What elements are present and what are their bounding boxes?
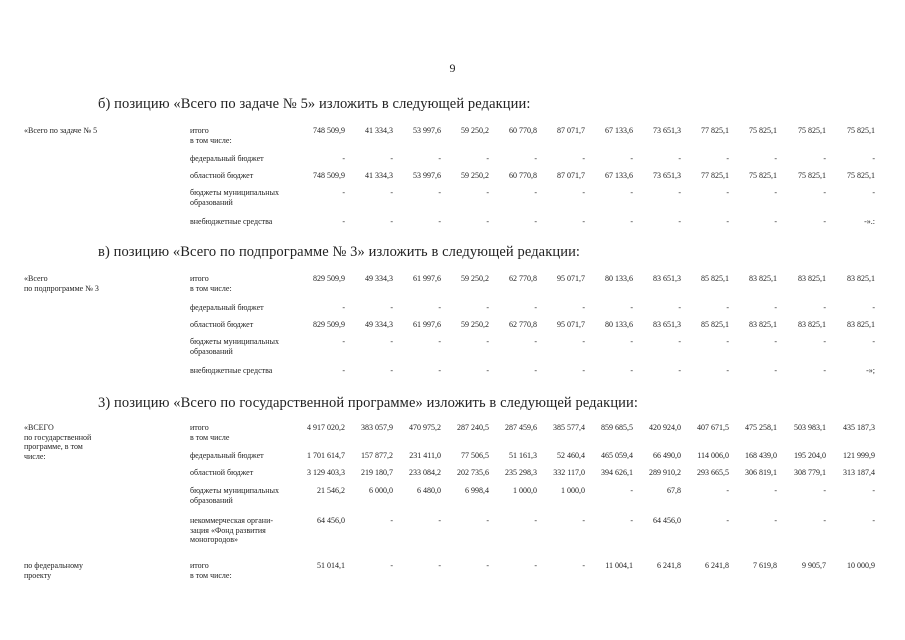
value-cell: -: [726, 486, 729, 495]
value-cell: 51 014,1: [317, 561, 345, 570]
value-cell: -: [774, 303, 777, 312]
section-c-heading: в) позицию «Всего по подпрограмме № 3» изложить в следующей редакции:: [98, 244, 581, 260]
value-cell: -: [342, 337, 345, 346]
table-row: [0, 188, 905, 207]
value-cell: -: [582, 561, 585, 570]
page-number: 9: [449, 61, 456, 75]
table-row: [0, 274, 905, 293]
value-cell: 6 480,0: [417, 486, 441, 495]
table-row: [0, 126, 905, 145]
value-cell: -: [872, 516, 875, 525]
value-cell: -: [774, 154, 777, 163]
value-cell: -: [342, 366, 345, 375]
value-cell: -: [823, 303, 826, 312]
value-cell: 219 180,7: [361, 468, 393, 477]
value-cell: -: [726, 516, 729, 525]
value-cell: 83 825,1: [798, 274, 826, 283]
value-cell: 289 910,2: [649, 468, 681, 477]
value-cell: 7 619,8: [753, 561, 777, 570]
value-cell: -: [438, 303, 441, 312]
value-cell: 4 917 020,2: [307, 423, 345, 432]
value-cell: -: [823, 337, 826, 346]
value-cell: -: [726, 217, 729, 226]
value-cell: 41 334,3: [365, 126, 393, 135]
value-cell: -: [823, 154, 826, 163]
row-category: федеральный бюджет: [190, 303, 264, 312]
value-cell: 859 685,5: [601, 423, 633, 432]
value-cell: 64 456,0: [653, 516, 681, 525]
value-cell: 41 334,3: [365, 171, 393, 180]
value-cell: -: [438, 561, 441, 570]
value-cell: 52 460,4: [557, 451, 585, 460]
value-cell: -: [390, 154, 393, 163]
value-cell: -: [726, 337, 729, 346]
value-cell: 64 456,0: [317, 516, 345, 525]
row-category: итого в том числе: [190, 423, 230, 442]
value-cell: 168 439,0: [745, 451, 777, 460]
value-cell: 80 133,6: [605, 274, 633, 283]
value-cell: 60 770,8: [509, 126, 537, 135]
value-cell: -: [390, 188, 393, 197]
value-cell: 332 117,0: [553, 468, 585, 477]
table-row: [0, 154, 905, 166]
value-cell: -: [823, 188, 826, 197]
row-category: внебюджетные средства: [190, 217, 273, 226]
value-cell: 6 241,8: [657, 561, 681, 570]
value-cell: -: [438, 154, 441, 163]
value-cell: -: [438, 337, 441, 346]
section-label: «Всего по подпрограмме № 3: [24, 274, 99, 293]
value-cell: 748 509,9: [313, 126, 345, 135]
value-cell: 394 626,1: [601, 468, 633, 477]
value-cell: -: [486, 303, 489, 312]
value-cell: -: [872, 188, 875, 197]
table-row: [0, 516, 905, 544]
value-cell: 51 161,3: [509, 451, 537, 460]
row-category: областной бюджет: [190, 320, 254, 329]
row-category: итого в том числе:: [190, 561, 232, 580]
value-cell: 87 071,7: [557, 126, 585, 135]
value-cell: -: [486, 217, 489, 226]
value-cell: 83 651,3: [653, 320, 681, 329]
value-cell: -: [534, 154, 537, 163]
value-cell: 73 651,3: [653, 171, 681, 180]
value-cell: 77 506,5: [461, 451, 489, 460]
table-row: [0, 337, 905, 356]
value-cell: 73 651,3: [653, 126, 681, 135]
row-category: федеральный бюджет: [190, 451, 264, 460]
value-cell: -: [486, 188, 489, 197]
value-cell: 202 735,6: [457, 468, 489, 477]
value-cell: 3 129 403,3: [307, 468, 345, 477]
value-cell: 435 187,3: [843, 423, 875, 432]
value-cell: -: [630, 366, 633, 375]
value-cell: -: [582, 188, 585, 197]
value-cell: 75 825,1: [847, 126, 875, 135]
value-cell: -: [582, 516, 585, 525]
value-cell: -: [823, 366, 826, 375]
value-cell: -: [872, 486, 875, 495]
value-cell: 85 825,1: [701, 274, 729, 283]
value-cell: 114 006,0: [697, 451, 729, 460]
value-cell: -: [678, 303, 681, 312]
value-cell: -: [534, 561, 537, 570]
value-cell: 59 250,2: [461, 274, 489, 283]
value-cell: 6 241,8: [705, 561, 729, 570]
value-cell: -».:: [864, 217, 875, 226]
table-row: [0, 486, 905, 505]
value-cell: 83 825,1: [798, 320, 826, 329]
value-cell: 83 825,1: [749, 320, 777, 329]
value-cell: 231 411,0: [409, 451, 441, 460]
value-cell: 83 825,1: [847, 274, 875, 283]
section-3-heading: 3) позицию «Всего по государственной программе» изложить в следующей редакции:: [98, 395, 639, 411]
section-b-heading: б) позицию «Всего по задаче № 5» изложить в следующей редакции:: [98, 96, 531, 112]
value-cell: 1 000,0: [561, 486, 585, 495]
row-category: бюджеты муниципальных образований: [190, 337, 279, 356]
value-cell: -: [872, 337, 875, 346]
value-cell: -: [630, 337, 633, 346]
value-cell: 83 651,3: [653, 274, 681, 283]
value-cell: -: [630, 217, 633, 226]
row-category: итого в том числе:: [190, 126, 232, 145]
value-cell: -: [534, 217, 537, 226]
value-cell: 157 877,2: [361, 451, 393, 460]
value-cell: -: [678, 217, 681, 226]
value-cell: -: [342, 217, 345, 226]
value-cell: -: [438, 366, 441, 375]
value-cell: 75 825,1: [847, 171, 875, 180]
value-cell: 10 000,9: [847, 561, 875, 570]
value-cell: -: [872, 154, 875, 163]
value-cell: -: [534, 516, 537, 525]
value-cell: 62 770,8: [509, 320, 537, 329]
value-cell: 85 825,1: [701, 320, 729, 329]
value-cell: 75 825,1: [749, 171, 777, 180]
value-cell: -: [390, 337, 393, 346]
value-cell: -: [534, 366, 537, 375]
value-cell: 313 187,4: [843, 468, 875, 477]
value-cell: 87 071,7: [557, 171, 585, 180]
value-cell: 61 997,6: [413, 274, 441, 283]
value-cell: -: [582, 337, 585, 346]
section-label: «ВСЕГО по государственной программе, в том числе:: [24, 423, 92, 461]
value-cell: -: [823, 516, 826, 525]
value-cell: 233 084,2: [409, 468, 441, 477]
value-cell: -: [630, 154, 633, 163]
value-cell: -: [438, 516, 441, 525]
value-cell: -: [678, 337, 681, 346]
row-category: бюджеты муниципальных образований: [190, 188, 279, 207]
value-cell: -: [774, 217, 777, 226]
value-cell: -: [390, 217, 393, 226]
value-cell: -: [630, 303, 633, 312]
value-cell: -: [823, 486, 826, 495]
value-cell: -: [726, 154, 729, 163]
value-cell: 21 546,2: [317, 486, 345, 495]
value-cell: 383 057,9: [361, 423, 393, 432]
value-cell: 95 071,7: [557, 320, 585, 329]
value-cell: 195 204,0: [794, 451, 826, 460]
value-cell: -: [582, 154, 585, 163]
value-cell: 465 059,4: [601, 451, 633, 460]
row-category: бюджеты муниципальных образований: [190, 486, 279, 505]
table-row: [0, 217, 905, 229]
value-cell: -: [678, 188, 681, 197]
value-cell: 67,8: [667, 486, 681, 495]
value-cell: 80 133,6: [605, 320, 633, 329]
section-label: «Всего по задаче № 5: [24, 126, 98, 135]
value-cell: 1 000,0: [513, 486, 537, 495]
value-cell: -: [678, 366, 681, 375]
value-cell: -: [726, 366, 729, 375]
table-row: [0, 561, 905, 580]
value-cell: 6 998,4: [465, 486, 489, 495]
value-cell: -: [582, 217, 585, 226]
value-cell: 49 334,3: [365, 274, 393, 283]
value-cell: -: [774, 486, 777, 495]
table-row: [0, 366, 905, 378]
value-cell: 287 459,6: [505, 423, 537, 432]
value-cell: -: [726, 188, 729, 197]
value-cell: 829 509,9: [313, 320, 345, 329]
value-cell: 287 240,5: [457, 423, 489, 432]
value-cell: -: [774, 188, 777, 197]
table-row: [0, 171, 905, 183]
value-cell: -: [390, 561, 393, 570]
value-cell: -: [342, 154, 345, 163]
value-cell: 503 983,1: [794, 423, 826, 432]
value-cell: 67 133,6: [605, 126, 633, 135]
row-category: некоммерческая органи- зация «Фонд развития моногородов»: [190, 516, 274, 544]
row-category: областной бюджет: [190, 468, 254, 477]
value-cell: 59 250,2: [461, 320, 489, 329]
value-cell: 748 509,9: [313, 171, 345, 180]
value-cell: -: [534, 303, 537, 312]
value-cell: -: [534, 188, 537, 197]
row-category: федеральный бюджет: [190, 154, 264, 163]
value-cell: -: [774, 516, 777, 525]
value-cell: -: [534, 337, 537, 346]
value-cell: -: [390, 516, 393, 525]
value-cell: -»;: [866, 366, 875, 375]
value-cell: 308 779,1: [794, 468, 826, 477]
table-row: [0, 451, 905, 463]
value-cell: 75 825,1: [798, 171, 826, 180]
value-cell: -: [582, 303, 585, 312]
value-cell: -: [438, 217, 441, 226]
value-cell: 306 819,1: [745, 468, 777, 477]
value-cell: -: [486, 154, 489, 163]
value-cell: -: [390, 366, 393, 375]
value-cell: -: [630, 188, 633, 197]
value-cell: -: [872, 303, 875, 312]
value-cell: 53 997,6: [413, 171, 441, 180]
value-cell: 385 577,4: [553, 423, 585, 432]
value-cell: 49 334,3: [365, 320, 393, 329]
value-cell: 235 298,3: [505, 468, 537, 477]
value-cell: -: [342, 188, 345, 197]
value-cell: -: [438, 188, 441, 197]
value-cell: 1 701 614,7: [307, 451, 345, 460]
value-cell: 75 825,1: [798, 126, 826, 135]
value-cell: 77 825,1: [701, 171, 729, 180]
value-cell: 829 509,9: [313, 274, 345, 283]
value-cell: -: [582, 366, 585, 375]
table-row: [0, 303, 905, 315]
value-cell: 59 250,2: [461, 171, 489, 180]
value-cell: 83 825,1: [847, 320, 875, 329]
value-cell: -: [774, 366, 777, 375]
value-cell: -: [486, 561, 489, 570]
value-cell: -: [486, 337, 489, 346]
value-cell: -: [678, 154, 681, 163]
value-cell: 66 490,0: [653, 451, 681, 460]
value-cell: 9 905,7: [802, 561, 826, 570]
value-cell: -: [726, 303, 729, 312]
value-cell: -: [774, 337, 777, 346]
row-category: итого в том числе:: [190, 274, 232, 293]
value-cell: 75 825,1: [749, 126, 777, 135]
row-category: областной бюджет: [190, 171, 254, 180]
value-cell: 420 924,0: [649, 423, 681, 432]
value-cell: 470 975,2: [409, 423, 441, 432]
value-cell: -: [342, 303, 345, 312]
value-cell: -: [486, 366, 489, 375]
value-cell: -: [630, 516, 633, 525]
value-cell: 60 770,8: [509, 171, 537, 180]
value-cell: -: [390, 303, 393, 312]
section-label: по федеральному проекту: [24, 561, 83, 580]
value-cell: 11 004,1: [605, 561, 633, 570]
value-cell: 77 825,1: [701, 126, 729, 135]
value-cell: 407 671,5: [697, 423, 729, 432]
row-category: внебюджетные средства: [190, 366, 273, 375]
value-cell: 83 825,1: [749, 274, 777, 283]
value-cell: 121 999,9: [843, 451, 875, 460]
value-cell: 95 071,7: [557, 274, 585, 283]
value-cell: 62 770,8: [509, 274, 537, 283]
table-row: [0, 468, 905, 480]
value-cell: -: [823, 217, 826, 226]
table-row: [0, 320, 905, 332]
value-cell: 61 997,6: [413, 320, 441, 329]
value-cell: 475 258,1: [745, 423, 777, 432]
value-cell: -: [630, 486, 633, 495]
value-cell: 59 250,2: [461, 126, 489, 135]
value-cell: 53 997,6: [413, 126, 441, 135]
value-cell: -: [486, 516, 489, 525]
value-cell: 67 133,6: [605, 171, 633, 180]
value-cell: 293 665,5: [697, 468, 729, 477]
value-cell: 6 000,0: [369, 486, 393, 495]
